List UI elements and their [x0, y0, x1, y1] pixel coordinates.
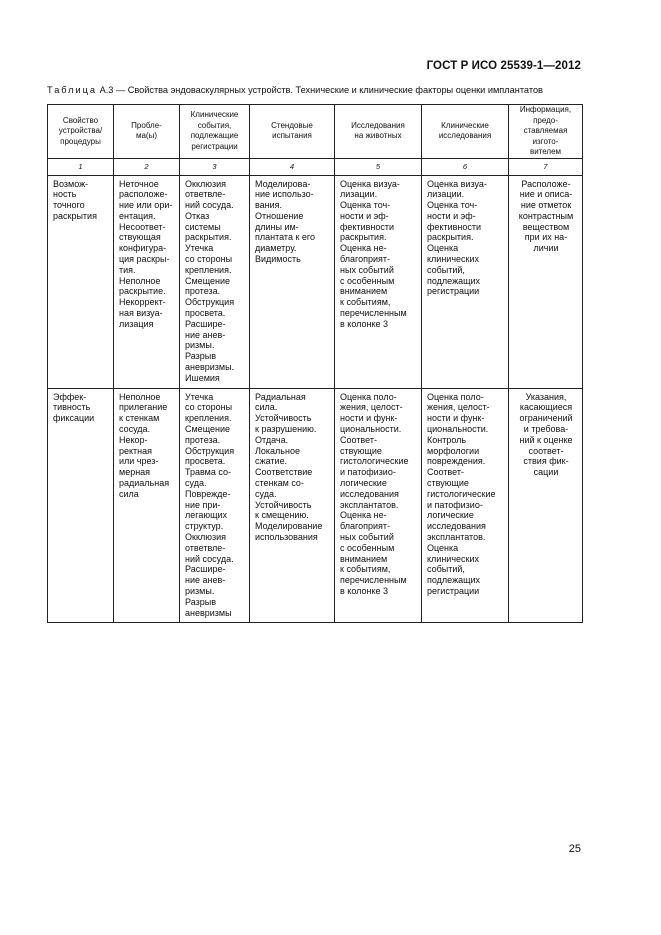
cell-line: ответвле-: [185, 189, 226, 200]
table-cell: [180, 388, 250, 623]
cell-line: использования: [255, 532, 318, 542]
table-row: [48, 388, 583, 623]
cell-line: ние анев-: [185, 575, 226, 586]
cell-line: Поврежде-: [185, 488, 231, 499]
cell-line: вания.: [255, 200, 283, 211]
column-header-4: [250, 105, 335, 159]
cell-line: ность: [53, 189, 77, 200]
cell-line: личии: [533, 243, 559, 254]
cell-line: протеза.: [185, 286, 221, 297]
cell-line: морфологии: [427, 445, 480, 456]
column-header-line: Свойство: [62, 115, 99, 125]
cell-line: Оценка не-: [340, 243, 387, 254]
cell-line: раскрытия.: [427, 232, 474, 243]
cell-line: Указания,: [525, 391, 567, 402]
column-header-line: Информация,: [519, 105, 572, 114]
cell-line: ректная: [119, 445, 153, 456]
cell-line: Разрыв: [185, 351, 216, 362]
cell-line: ности и функ-: [427, 413, 485, 424]
cell-line: Расшире-: [185, 564, 226, 575]
cell-line: ствующие: [340, 445, 382, 456]
cell-line: клинических: [427, 254, 479, 265]
column-header-line: Клинические: [441, 120, 489, 130]
cell-line: легающих: [185, 510, 228, 521]
cell-line: Видимость: [255, 254, 301, 265]
cell-line: ных событий: [340, 264, 394, 275]
cell-line: жения, целост-: [340, 402, 403, 413]
column-header-line: предо-: [533, 115, 558, 125]
cell-line: Возмож-: [53, 178, 89, 189]
cell-line: Отношение: [255, 210, 304, 221]
cell-line: ние отметок: [520, 200, 572, 211]
column-header-line: события,: [197, 120, 232, 130]
cell-line: Локальное: [255, 445, 300, 456]
cell-line: контрастным: [518, 210, 574, 221]
column-header-line: подлежащие: [190, 131, 239, 141]
cell-line: в колонке 3: [340, 585, 389, 596]
cell-line: подлежащих: [427, 275, 481, 286]
cell-line: Утечка: [185, 243, 214, 254]
cell-line: точного: [53, 200, 85, 211]
cell-line: вниманием: [340, 286, 388, 297]
cell-line: к событиям,: [340, 564, 391, 575]
cell-line: с особенным: [340, 542, 395, 553]
column-number-3: 3: [180, 158, 250, 175]
cell-line: событий,: [427, 564, 465, 575]
cell-line: Устойчивость: [255, 413, 312, 424]
cell-line: мерная: [119, 467, 151, 478]
cell-line: тивность: [53, 402, 91, 413]
column-number-4: 4: [250, 158, 335, 175]
cell-line: лизация: [119, 318, 154, 329]
column-number-5: 5: [335, 158, 422, 175]
cell-line: Оценка точ-: [427, 200, 478, 211]
column-header-line: Исследования: [351, 120, 405, 130]
cell-line: аневризмы: [185, 607, 232, 618]
cell-line: ция раскры-: [119, 254, 170, 265]
cell-line: или чрез-: [119, 456, 159, 467]
column-header-line: на животных: [354, 131, 402, 141]
cell-line: Окклюзия: [185, 532, 227, 542]
column-header-line: Клинические: [190, 110, 239, 120]
cell-line: в колонке 3: [340, 318, 389, 329]
column-header-line: изгото-: [532, 136, 559, 146]
cell-line: с особенным: [340, 275, 395, 286]
cell-line: Оценка точ-: [340, 200, 391, 211]
standard-designation: ГОСТ Р ИСО 25539-1—2012: [426, 60, 581, 72]
cell-line: Ишемия: [185, 372, 220, 383]
column-number-2: 2: [114, 158, 180, 175]
table-cell: [48, 175, 114, 388]
cell-line: Обструкция: [185, 445, 235, 456]
cell-line: Отдача.: [255, 434, 289, 445]
table-cell: [250, 388, 335, 623]
cell-line: к смещению.: [255, 510, 309, 521]
column-number-7: 7: [509, 158, 583, 175]
cell-line: ствия фик-: [523, 456, 569, 467]
cell-line: фективности: [427, 221, 482, 232]
column-header-line: исследования: [438, 131, 492, 141]
column-header-line: испытания: [272, 131, 312, 141]
cell-line: исследования: [427, 521, 486, 532]
cell-line: Контроль: [427, 434, 467, 445]
cell-line: Оценка: [427, 542, 459, 553]
column-header-line: вителем: [529, 147, 562, 156]
cell-line: повреждения.: [427, 456, 486, 467]
cell-line: Окклюзия: [185, 178, 227, 189]
cell-line: событий,: [427, 264, 465, 275]
cell-line: раскрытия.: [340, 232, 387, 243]
table-cell: [422, 175, 509, 388]
cell-line: со стороны: [185, 254, 233, 265]
cell-line: и патофизио-: [340, 467, 396, 478]
cell-line: Смещение: [185, 275, 231, 286]
cell-line: ний сосуда.: [185, 200, 234, 211]
cell-line: вниманием: [340, 553, 388, 564]
cell-line: гистологические: [340, 456, 409, 467]
cell-line: гистологические: [427, 488, 496, 499]
cell-line: прилегание: [119, 402, 168, 413]
cell-line: Разрыв: [185, 596, 216, 607]
cell-line: ризмы.: [185, 340, 215, 351]
cell-line: к событиям,: [340, 297, 391, 308]
column-header-line: Пробле-: [131, 120, 162, 130]
cell-line: соответ-: [528, 445, 564, 456]
cell-line: конфигура-: [119, 243, 167, 254]
column-header-3: [180, 105, 250, 159]
cell-line: Оценка визуа-: [427, 178, 487, 189]
column-header-line: процедуры: [60, 136, 101, 146]
cell-line: к разрушению.: [255, 424, 317, 435]
cell-line: ний сосуда.: [185, 553, 234, 564]
cell-line: ние анев-: [185, 329, 226, 340]
cell-line: тия.: [119, 264, 136, 275]
cell-line: сации: [533, 467, 559, 478]
cell-line: Неточное: [119, 178, 159, 189]
table-cell: [114, 388, 180, 623]
cell-line: Эффек-: [53, 391, 87, 402]
cell-line: со стороны: [185, 402, 233, 413]
cell-line: раскрытие.: [119, 286, 166, 297]
cell-line: ние или ори-: [119, 200, 173, 211]
cell-line: Соответ-: [340, 434, 377, 445]
cell-line: подлежащих: [427, 575, 481, 586]
table-cell: [250, 175, 335, 388]
column-number-6: 6: [422, 158, 509, 175]
cell-line: Утечка: [185, 391, 214, 402]
cell-line: ограничений: [519, 413, 573, 424]
table-row: [48, 175, 583, 388]
cell-line: раскрытия.: [185, 232, 232, 243]
column-header-2: [114, 105, 180, 159]
cell-line: ние использо-: [255, 189, 314, 200]
column-header-line: регистрации: [191, 141, 238, 151]
cell-line: системы: [185, 221, 221, 232]
cell-line: сила.: [255, 402, 278, 413]
column-header-line: ставляемая: [523, 126, 568, 135]
cell-line: Неполное: [119, 275, 161, 286]
table-number-row: [48, 158, 583, 175]
cell-line: эксплантатов.: [340, 499, 399, 510]
cell-line: благоприят-: [340, 254, 390, 265]
cell-line: Радиальная: [255, 391, 306, 402]
cell-line: ности и эф-: [427, 210, 476, 221]
cell-line: стенкам со-: [255, 478, 304, 489]
cell-line: Неполное: [119, 391, 161, 402]
cell-line: Обструкция: [185, 297, 235, 308]
cell-line: лизации.: [340, 189, 378, 200]
cell-line: суда.: [255, 488, 277, 499]
cell-line: Моделирова-: [255, 178, 311, 189]
cell-line: крепления.: [185, 264, 232, 275]
cell-line: и патофизио-: [427, 499, 483, 510]
column-header-6: [422, 105, 509, 159]
table-cell: [509, 175, 583, 388]
table-cell: [114, 175, 180, 388]
cell-line: ных событий: [340, 532, 394, 542]
cell-line: ние при-: [185, 499, 221, 510]
cell-line: просвета.: [185, 308, 226, 319]
column-header-line: ма(ы): [135, 131, 158, 141]
cell-line: Оценка поло-: [427, 391, 484, 402]
cell-line: Некоррект-: [119, 297, 166, 308]
table-cell: [48, 388, 114, 623]
caption-number: А.3: [99, 85, 114, 95]
cell-line: перечисленным: [340, 575, 407, 586]
cell-line: Расположе-: [521, 178, 571, 189]
cell-line: регистрации: [427, 286, 480, 297]
cell-line: касающиеся: [519, 402, 573, 413]
caption-title: — Свойства эндоваскулярных устройств. Технические и клинические факторы оценки имплантатов: [115, 85, 543, 95]
cell-line: ности и эф-: [340, 210, 389, 221]
cell-line: регистрации: [427, 585, 480, 596]
cell-line: ний к оценке: [519, 434, 573, 445]
cell-line: при их на-: [524, 232, 568, 243]
cell-line: Оценка поло-: [340, 391, 397, 402]
column-header-line: Стендовые: [271, 120, 313, 130]
cell-line: Соответ-: [427, 467, 464, 478]
table-cell: [509, 388, 583, 623]
cell-line: Травма со-: [185, 467, 231, 478]
cell-line: жения, целост-: [427, 402, 490, 413]
cell-line: Оценка не-: [340, 510, 387, 521]
page-number: 25: [568, 843, 581, 855]
cell-line: длины им-: [255, 221, 299, 232]
cell-line: Моделирование: [255, 521, 323, 532]
cell-line: Отказ: [185, 210, 210, 221]
cell-line: ствующая: [119, 232, 161, 243]
table-cell: [335, 175, 422, 388]
cell-line: и требова-: [523, 424, 569, 435]
cell-line: эксплантатов.: [427, 532, 486, 542]
cell-line: Некор-: [119, 434, 148, 445]
cell-line: исследования: [340, 488, 399, 499]
cell-line: лизации.: [427, 189, 465, 200]
cell-line: Смещение: [185, 424, 231, 435]
cell-line: ответвле-: [185, 542, 226, 553]
cell-line: логические: [340, 478, 387, 489]
column-header-line: устройства/: [58, 126, 103, 135]
cell-line: ризмы.: [185, 585, 215, 596]
cell-line: сжатие.: [255, 456, 288, 467]
cell-line: фективности: [340, 221, 395, 232]
cell-line: структур.: [185, 521, 224, 532]
cell-line: Оценка визуа-: [340, 178, 400, 189]
table-cell: [180, 175, 250, 388]
cell-line: Соответствие: [255, 467, 313, 478]
column-number-1: 1: [48, 158, 114, 175]
cell-line: фиксации: [53, 413, 95, 424]
cell-line: плантата к его: [255, 232, 315, 243]
column-header-5: [335, 105, 422, 159]
column-header-7: [509, 105, 583, 159]
cell-line: Оценка: [427, 243, 459, 254]
cell-line: суда.: [185, 478, 207, 489]
cell-line: циональности.: [340, 424, 402, 435]
cell-line: перечисленным: [340, 308, 407, 319]
cell-line: сосуда.: [119, 424, 151, 435]
table-header-row: [48, 105, 583, 159]
cell-line: Устойчивость: [255, 499, 312, 510]
cell-line: ствующие: [427, 478, 469, 489]
cell-line: циональности.: [427, 424, 489, 435]
cell-line: ние и описа-: [519, 189, 573, 200]
cell-line: веществом: [522, 221, 570, 232]
cell-line: аневризмы.: [185, 362, 235, 373]
table-cell: [335, 388, 422, 623]
cell-line: раскрытия: [53, 210, 97, 221]
cell-line: протеза.: [185, 434, 221, 445]
cell-line: просвета.: [185, 456, 226, 467]
table-caption: [47, 85, 581, 95]
cell-line: расположе-: [119, 189, 168, 200]
cell-line: ентация.: [119, 210, 156, 221]
column-header-1: [48, 105, 114, 159]
cell-line: благоприят-: [340, 521, 390, 532]
cell-line: крепления.: [185, 413, 232, 424]
cell-line: к стенкам: [119, 413, 160, 424]
cell-line: ности и функ-: [340, 413, 398, 424]
cell-line: диаметру.: [255, 243, 297, 254]
table-cell: [422, 388, 509, 623]
cell-line: логические: [427, 510, 474, 521]
properties-table: [47, 104, 583, 623]
cell-line: Несоответ-: [119, 221, 166, 232]
cell-line: клинических: [427, 553, 479, 564]
cell-line: радиальная: [119, 478, 170, 489]
cell-line: Расшире-: [185, 318, 226, 329]
cell-line: ная визуа-: [119, 308, 163, 319]
cell-line: сила: [119, 488, 139, 499]
caption-label: Таблица: [47, 85, 98, 95]
